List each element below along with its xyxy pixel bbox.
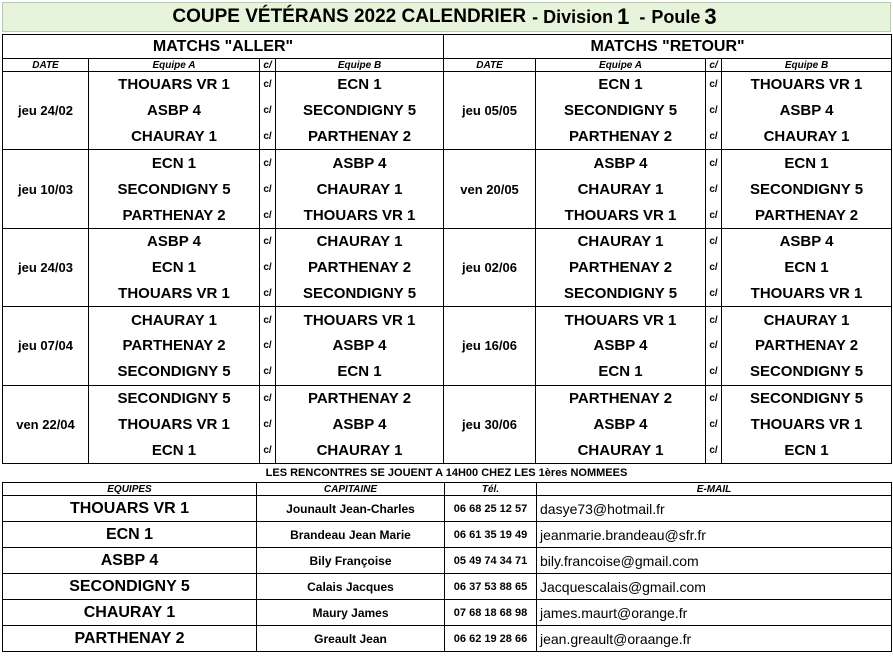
aller-team-a: CHAURAY 1 <box>89 307 260 333</box>
aller-team-b: CHAURAY 1 <box>276 228 444 254</box>
title-separator: - <box>639 6 646 27</box>
contact-team: ECN 1 <box>3 522 257 548</box>
retour-team-b: ASBP 4 <box>722 228 892 254</box>
match-row <box>3 150 892 176</box>
match-row <box>3 228 892 254</box>
retour-team-a: SECONDIGNY 5 <box>536 281 706 307</box>
aller-team-b: SECONDIGNY 5 <box>276 281 444 307</box>
aller-date-header: DATE <box>3 59 89 72</box>
title-poule-label: Poule <box>651 6 701 27</box>
aller-team-b: THOUARS VR 1 <box>276 202 444 228</box>
aller-team-b: PARTHENAY 2 <box>276 254 444 280</box>
retour-team-b: THOUARS VR 1 <box>722 72 892 98</box>
aller-vs: c/ <box>260 228 276 254</box>
retour-team-a: CHAURAY 1 <box>536 228 706 254</box>
title-main: COUPE VÉTÉRANS 2022 CALENDRIER <box>172 6 527 27</box>
retour-team-a: CHAURAY 1 <box>536 437 706 463</box>
aller-team-b: CHAURAY 1 <box>276 176 444 202</box>
retour-team-a: PARTHENAY 2 <box>536 124 706 150</box>
aller-vs: c/ <box>260 202 276 228</box>
aller-team-a: SECONDIGNY 5 <box>89 359 260 385</box>
contact-captain: Bily Françoise <box>257 548 445 574</box>
aller-team-a: THOUARS VR 1 <box>89 72 260 98</box>
retour-vs: c/ <box>706 254 722 280</box>
aller-team-a: PARTHENAY 2 <box>89 333 260 359</box>
retour-team-b: SECONDIGNY 5 <box>722 385 892 411</box>
contact-email[interactable]: jean.greault@oraange.fr <box>537 626 892 652</box>
retour-date-header: DATE <box>444 59 536 72</box>
aller-vs: c/ <box>260 72 276 98</box>
contact-row <box>3 600 892 626</box>
aller-vs-header: c/ <box>260 59 276 72</box>
retour-date: jeu 05/05 <box>444 72 536 150</box>
retour-team-b: ECN 1 <box>722 254 892 280</box>
schedule-note: LES RENCONTRES SE JOUENT A 14H00 CHEZ LES 1ères NOMMEES <box>265 467 628 479</box>
contact-phone: 06 62 19 28 66 <box>445 626 537 652</box>
aller-team-a: CHAURAY 1 <box>89 124 260 150</box>
retour-team-a: THOUARS VR 1 <box>536 202 706 228</box>
title-poule-number: 3 <box>704 4 717 29</box>
retour-team-a: ASBP 4 <box>536 333 706 359</box>
aller-vs: c/ <box>260 98 276 124</box>
aller-date: ven 22/04 <box>3 385 89 463</box>
retour-vs: c/ <box>706 202 722 228</box>
aller-team-b: ASBP 4 <box>276 333 444 359</box>
contact-captain: Maury James <box>257 600 445 626</box>
aller-team-b: SECONDIGNY 5 <box>276 98 444 124</box>
aller-vs: c/ <box>260 254 276 280</box>
retour-vs: c/ <box>706 333 722 359</box>
aller-vs: c/ <box>260 176 276 202</box>
retour-date: ven 20/05 <box>444 150 536 228</box>
contact-team: SECONDIGNY 5 <box>3 574 257 600</box>
retour-team-a: SECONDIGNY 5 <box>536 98 706 124</box>
contacts-table <box>2 482 892 652</box>
retour-team-b: SECONDIGNY 5 <box>722 359 892 385</box>
retour-vs-header: c/ <box>706 59 722 72</box>
aller-team-b: CHAURAY 1 <box>276 437 444 463</box>
contact-captain: Jounault Jean-Charles <box>257 496 445 522</box>
title-division-number: 1 <box>617 4 630 29</box>
retour-vs: c/ <box>706 281 722 307</box>
retour-team-b: SECONDIGNY 5 <box>722 176 892 202</box>
page-title <box>2 2 891 32</box>
aller-date: jeu 07/04 <box>3 307 89 385</box>
aller-team-b: ECN 1 <box>276 72 444 98</box>
aller-team-a: SECONDIGNY 5 <box>89 176 260 202</box>
aller-team-b-header: Equipe B <box>276 59 444 72</box>
aller-team-a: ASBP 4 <box>89 98 260 124</box>
aller-team-b: ECN 1 <box>276 359 444 385</box>
retour-team-b: ECN 1 <box>722 437 892 463</box>
contact-team: PARTHENAY 2 <box>3 626 257 652</box>
retour-vs: c/ <box>706 98 722 124</box>
retour-date: jeu 30/06 <box>444 385 536 463</box>
contact-row <box>3 496 892 522</box>
retour-team-b: PARTHENAY 2 <box>722 202 892 228</box>
retour-team-b: PARTHENAY 2 <box>722 333 892 359</box>
aller-date: jeu 24/03 <box>3 228 89 306</box>
retour-vs: c/ <box>706 385 722 411</box>
aller-team-a: ECN 1 <box>89 437 260 463</box>
aller-vs: c/ <box>260 150 276 176</box>
contact-row <box>3 626 892 652</box>
contact-row <box>3 574 892 600</box>
contacts-tel-header: Tél. <box>445 483 537 496</box>
contact-phone: 07 68 18 68 98 <box>445 600 537 626</box>
retour-vs: c/ <box>706 176 722 202</box>
aller-team-a: PARTHENAY 2 <box>89 202 260 228</box>
contact-phone: 05 49 74 34 71 <box>445 548 537 574</box>
retour-date: jeu 16/06 <box>444 307 536 385</box>
retour-team-a: ASBP 4 <box>536 150 706 176</box>
aller-team-a-header: Equipe A <box>89 59 260 72</box>
retour-header: MATCHS "RETOUR" <box>444 35 892 59</box>
match-row <box>3 72 892 98</box>
contact-email[interactable]: bily.francoise@gmail.com <box>537 548 892 574</box>
retour-team-b-header: Equipe B <box>722 59 892 72</box>
schedule-table <box>2 34 892 464</box>
retour-team-a: PARTHENAY 2 <box>536 385 706 411</box>
retour-team-a: CHAURAY 1 <box>536 176 706 202</box>
contact-team: THOUARS VR 1 <box>3 496 257 522</box>
retour-vs: c/ <box>706 228 722 254</box>
contact-row <box>3 522 892 548</box>
aller-team-a: SECONDIGNY 5 <box>89 385 260 411</box>
retour-team-a: ECN 1 <box>536 359 706 385</box>
retour-date: jeu 02/06 <box>444 228 536 306</box>
contact-email[interactable]: Jacquescalais@gmail.com <box>537 574 892 600</box>
contact-team: CHAURAY 1 <box>3 600 257 626</box>
retour-vs: c/ <box>706 411 722 437</box>
aller-team-a: THOUARS VR 1 <box>89 281 260 307</box>
aller-team-a: ECN 1 <box>89 150 260 176</box>
contact-captain: Greault Jean <box>257 626 445 652</box>
aller-team-b: ASBP 4 <box>276 150 444 176</box>
contact-phone: 06 37 53 88 65 <box>445 574 537 600</box>
contacts-captain-header: CAPITAINE <box>257 483 445 496</box>
retour-team-b: THOUARS VR 1 <box>722 411 892 437</box>
aller-vs: c/ <box>260 333 276 359</box>
retour-team-b: ECN 1 <box>722 150 892 176</box>
aller-team-b: PARTHENAY 2 <box>276 385 444 411</box>
aller-date: jeu 10/03 <box>3 150 89 228</box>
aller-vs: c/ <box>260 281 276 307</box>
contact-phone: 06 68 25 12 57 <box>445 496 537 522</box>
contact-captain: Calais Jacques <box>257 574 445 600</box>
retour-team-a: THOUARS VR 1 <box>536 307 706 333</box>
schedule-body <box>3 72 892 464</box>
retour-team-a: ECN 1 <box>536 72 706 98</box>
retour-team-b: ASBP 4 <box>722 98 892 124</box>
contact-phone: 06 61 35 19 49 <box>445 522 537 548</box>
contacts-body <box>3 496 892 652</box>
aller-vs: c/ <box>260 411 276 437</box>
aller-team-a: ASBP 4 <box>89 228 260 254</box>
aller-date: jeu 24/02 <box>3 72 89 150</box>
retour-vs: c/ <box>706 124 722 150</box>
retour-team-a: ASBP 4 <box>536 411 706 437</box>
aller-team-b: THOUARS VR 1 <box>276 307 444 333</box>
retour-vs: c/ <box>706 150 722 176</box>
aller-vs: c/ <box>260 437 276 463</box>
retour-team-a-header: Equipe A <box>536 59 706 72</box>
contact-team: ASBP 4 <box>3 548 257 574</box>
contacts-email-header: E-MAIL <box>537 483 892 496</box>
contact-row <box>3 548 892 574</box>
aller-team-a: ECN 1 <box>89 254 260 280</box>
retour-team-a: PARTHENAY 2 <box>536 254 706 280</box>
match-row <box>3 385 892 411</box>
title-division-label: - Division <box>532 6 614 27</box>
aller-team-b: ASBP 4 <box>276 411 444 437</box>
aller-team-b: PARTHENAY 2 <box>276 124 444 150</box>
match-row <box>3 307 892 333</box>
retour-team-b: CHAURAY 1 <box>722 124 892 150</box>
aller-header: MATCHS "ALLER" <box>3 35 444 59</box>
aller-team-a: THOUARS VR 1 <box>89 411 260 437</box>
aller-vs: c/ <box>260 385 276 411</box>
retour-vs: c/ <box>706 359 722 385</box>
aller-vs: c/ <box>260 124 276 150</box>
contact-captain: Brandeau Jean Marie <box>257 522 445 548</box>
contact-email[interactable]: james.maurt@orange.fr <box>537 600 892 626</box>
retour-team-b: CHAURAY 1 <box>722 307 892 333</box>
contacts-team-header: EQUIPES <box>3 483 257 496</box>
retour-vs: c/ <box>706 437 722 463</box>
aller-vs: c/ <box>260 307 276 333</box>
contact-email[interactable]: jeanmarie.brandeau@sfr.fr <box>537 522 892 548</box>
aller-vs: c/ <box>260 359 276 385</box>
contact-email[interactable]: dasye73@hotmail.fr <box>537 496 892 522</box>
retour-vs: c/ <box>706 72 722 98</box>
retour-vs: c/ <box>706 307 722 333</box>
retour-team-b: THOUARS VR 1 <box>722 281 892 307</box>
